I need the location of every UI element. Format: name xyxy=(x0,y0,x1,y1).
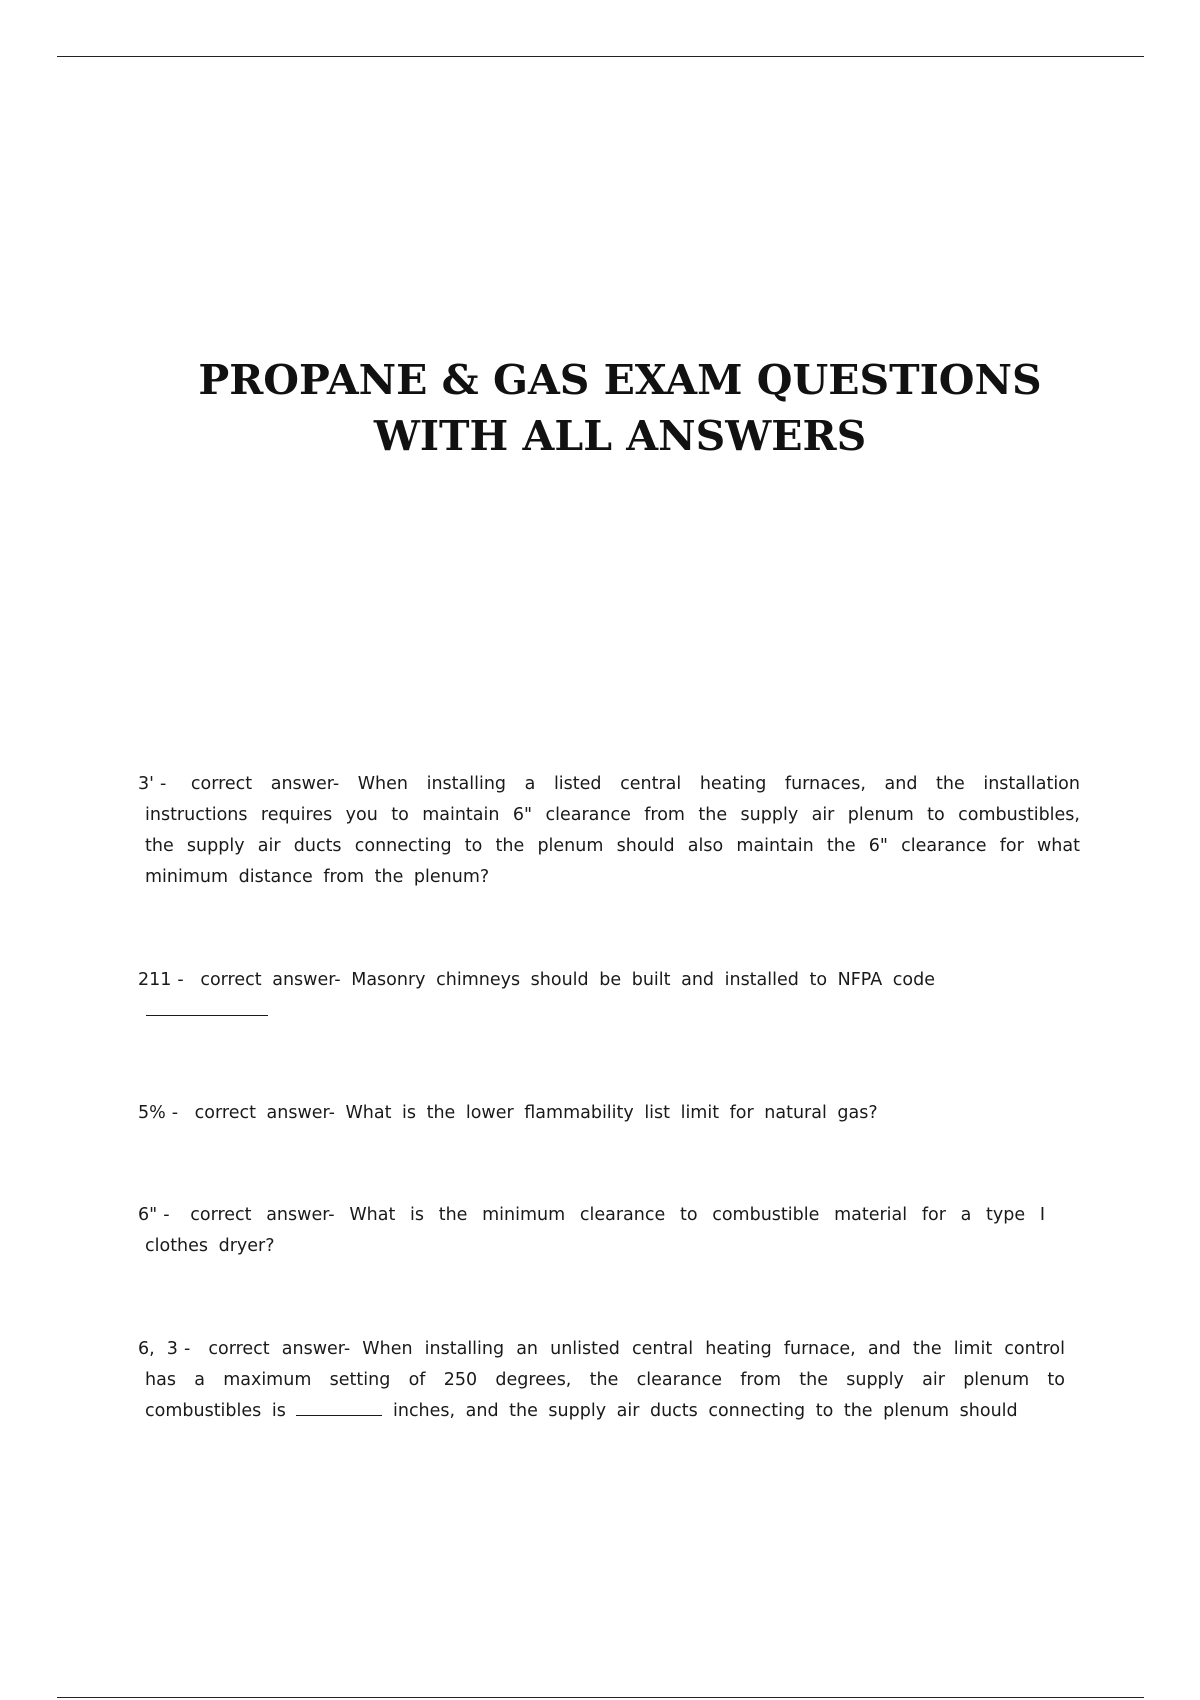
answer-label: correct answer- xyxy=(190,774,340,794)
answer-value: 5% xyxy=(138,1103,166,1123)
question-text-part-1: When installing an unlisted central heating furnace, and the limit control has a maximum setting of 250 degrees, the clearance from the supply air plenum to combustibles is xyxy=(145,1339,1065,1421)
question-text: When installing a listed central heating furnaces, and the installation instructions requires you to maintain 6" clearance from the supply air plenum to combustibles, the supply air ducts connecting to the plenum should also maintain the 6" clearance for what minimum distance from the plenum? xyxy=(145,774,1080,887)
qa-entry xyxy=(138,1098,945,1129)
separator: - xyxy=(177,970,184,990)
question-text: What is the minimum clearance to combustible material for a type I clothes dryer? xyxy=(145,1205,1045,1256)
question-text-part-2: inches, and the supply air ducts connecting to the plenum should xyxy=(392,1401,1018,1421)
qa-entry xyxy=(138,965,935,1027)
qa-entry xyxy=(138,769,1080,893)
separator: - xyxy=(183,1339,191,1359)
answer-value: 3' xyxy=(138,774,154,794)
answer-value: 211 xyxy=(138,970,172,990)
separator: - xyxy=(163,1205,170,1225)
answer-label: correct answer- xyxy=(194,1103,335,1123)
page-title xyxy=(0,352,1200,464)
question-text: Masonry chimneys should be built and installed to NFPA code xyxy=(351,970,935,990)
title-line-1: PROPANE & GAS EXAM QUESTIONS xyxy=(198,356,1042,404)
title-line-2: WITH ALL ANSWERS xyxy=(373,412,867,460)
top-rule xyxy=(57,56,1144,57)
fill-in-blank xyxy=(296,1414,382,1416)
separator: - xyxy=(171,1103,179,1123)
answer-label: correct answer- xyxy=(208,1339,351,1359)
answer-value: 6, 3 xyxy=(138,1339,178,1359)
bottom-rule xyxy=(57,1697,1144,1698)
qa-entry xyxy=(138,1334,1065,1427)
fill-in-blank xyxy=(146,1014,268,1016)
qa-entry xyxy=(138,1200,1045,1262)
answer-value: 6" xyxy=(138,1205,158,1225)
separator: - xyxy=(159,774,167,794)
answer-label: correct answer- xyxy=(190,1205,335,1225)
question-text: What is the lower flammability list limit for natural gas? xyxy=(345,1103,878,1123)
answer-label: correct answer- xyxy=(200,970,341,990)
